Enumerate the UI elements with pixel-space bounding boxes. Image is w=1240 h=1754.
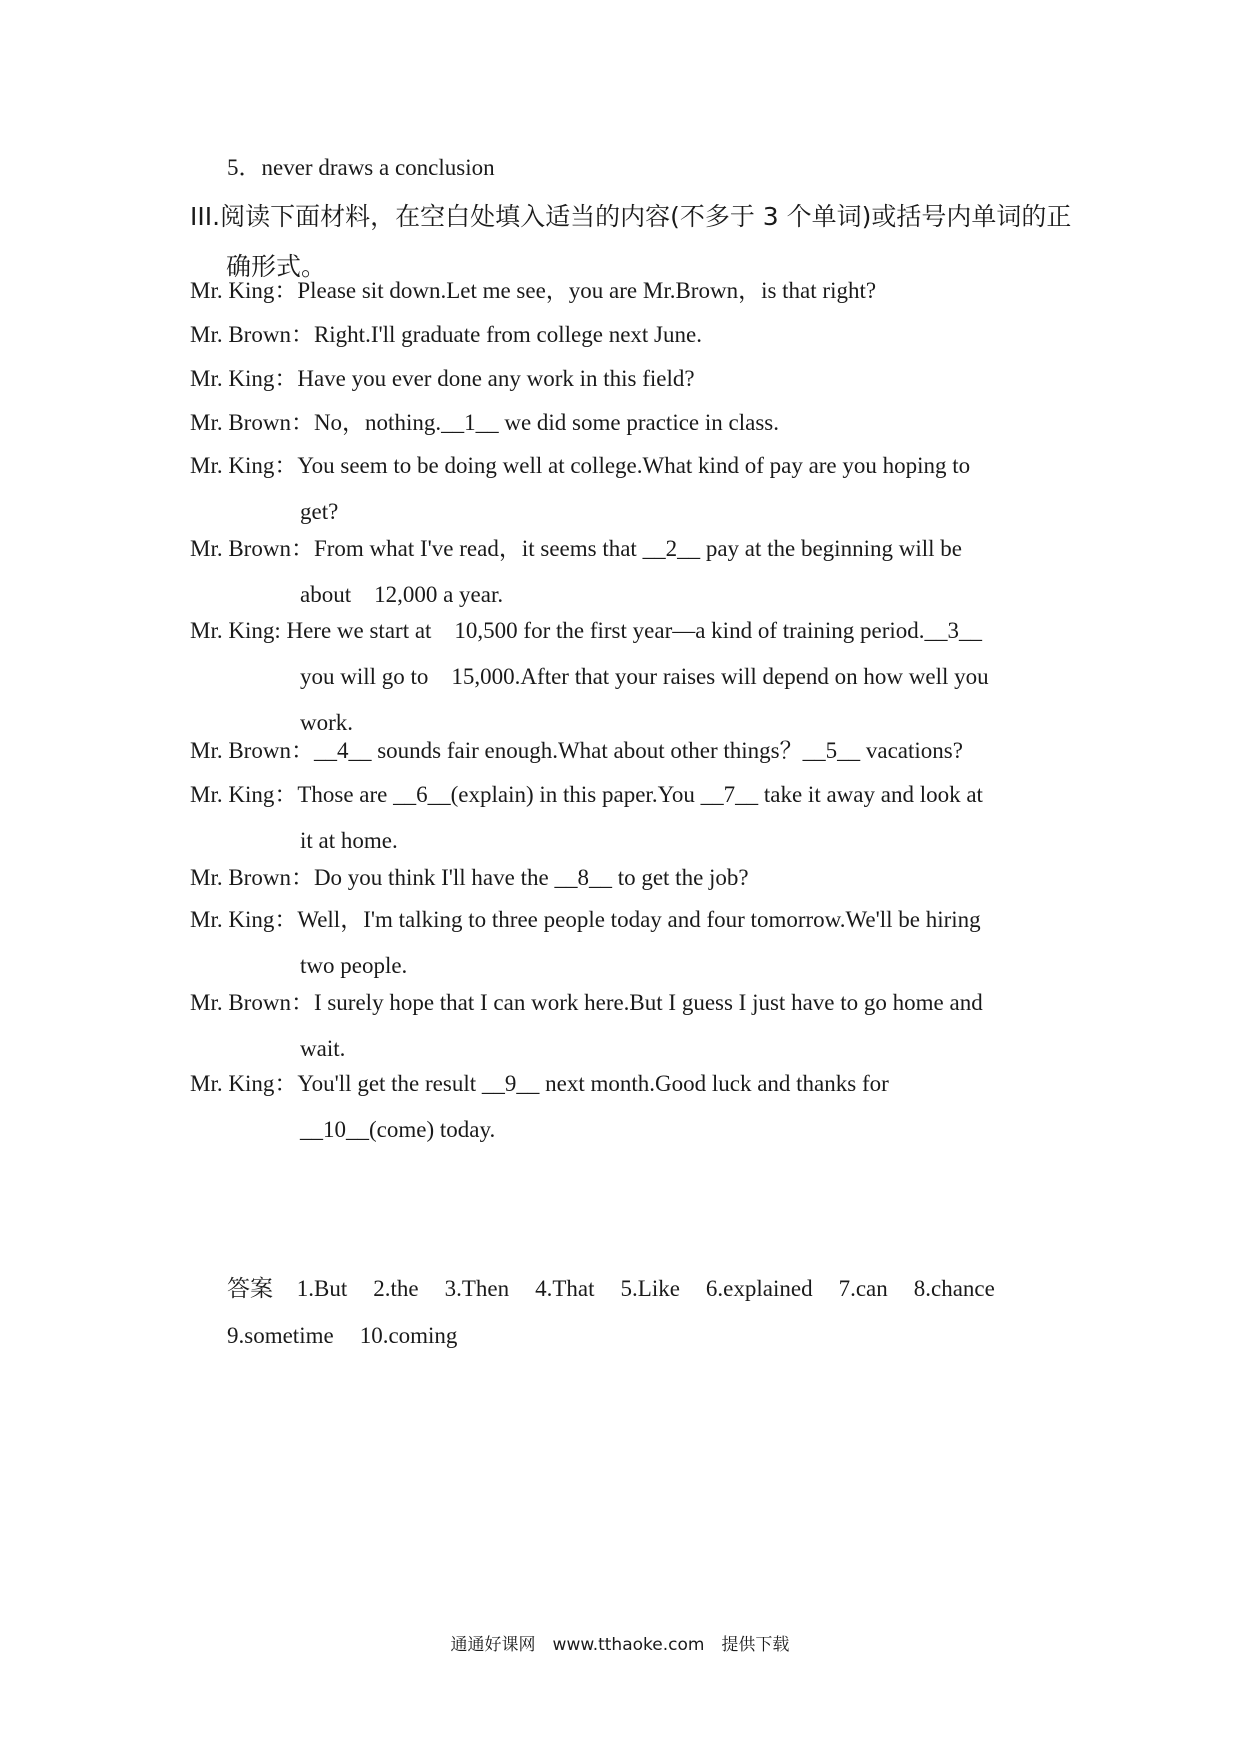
dialogue-line: Mr. Brown：Right.I'll graduate from college next June.: [190, 322, 702, 347]
answer-item: 6.explained: [705, 1276, 813, 1301]
dialogue-turn: [190, 268, 1061, 314]
footer-text: 通通好课网 www.tthaoke.com 提供下载: [450, 1635, 790, 1655]
dialogue-line: __10__(come) today.: [300, 1117, 496, 1142]
dialogue-line: it at home.: [300, 828, 398, 853]
dialogue-line: Mr. King：You'll get the result __9__ next month.Good luck and thanks for: [190, 1071, 889, 1096]
answer-item: 10.coming: [359, 1323, 458, 1348]
answer-item: 3.Then: [444, 1276, 510, 1301]
dialogue-turn: [190, 728, 1061, 774]
answer-item: 7.can: [838, 1276, 888, 1301]
answer-line-2: [227, 1321, 483, 1351]
dialogue-line: Mr. Brown：From what I've read，it seems that __2__ pay at the beginning will be: [190, 536, 962, 561]
dialogue-turn: [190, 356, 1061, 402]
answer-item: 2.the: [373, 1276, 419, 1301]
dialogue-turn: [190, 897, 1061, 989]
dialogue-line: Mr. King：You seem to be doing well at college.What kind of pay are you hoping to: [190, 453, 971, 478]
section-instruction: III.阅读下面材料，在空白处填入适当的内容(不多于 3 个单词)或括号内单词的正: [190, 202, 1072, 231]
dialogue-turn: [190, 855, 1061, 901]
dialogue-line: wait.: [300, 1036, 346, 1061]
dialogue-line: get?: [300, 499, 339, 524]
answer-item: 4.That: [535, 1276, 595, 1301]
dialogue-turn: [190, 1061, 1061, 1153]
dialogue-line: Mr. Brown：I surely hope that I can work here.But I guess I just have to go home and: [190, 990, 983, 1015]
dialogue-line: about 12,000 a year.: [300, 582, 504, 607]
answer-item: 1.But: [296, 1276, 348, 1301]
answer-item: 8.chance: [913, 1276, 995, 1301]
dialogue-line: Mr. Brown：No，nothing.__1__ we did some practice in class.: [190, 410, 779, 435]
dialogue-turn: [190, 443, 1061, 535]
dialogue-line: Mr. King：Have you ever done any work in this field?: [190, 366, 695, 391]
dialogue-turn: [190, 400, 1061, 446]
answer-label: 答案: [227, 1276, 273, 1302]
dialogue-turn: [190, 526, 1061, 618]
dialogue-turn: [190, 312, 1061, 358]
dialogue-line: Mr. King：Well，I'm talking to three people today and four tomorrow.We'll be hiring: [190, 907, 981, 932]
dialogue-line: Mr. King: Here we start at 10,500 for the first year—a kind of training period.__3__: [190, 618, 983, 643]
dialogue-turn: [190, 980, 1061, 1072]
answer-item: 5.Like: [620, 1276, 680, 1301]
item-5-text: 5．never draws a conclusion: [227, 155, 495, 180]
dialogue-line: two people.: [300, 953, 408, 978]
dialogue-turn: [190, 608, 1061, 746]
section-instruction-cont: 确形式。: [226, 252, 327, 281]
answer-line-1: [227, 1274, 1021, 1304]
answer-item: 9.sometime: [227, 1323, 334, 1348]
dialogue-line: Mr. Brown：Do you think I'll have the __8__ to get the job?: [190, 865, 749, 890]
dialogue-line: work.: [300, 710, 354, 735]
dialogue-line: you will go to 15,000.After that your raises will depend on how well you: [300, 664, 989, 689]
dialogue-line: Mr. King：Please sit down.Let me see，you are Mr.Brown，is that right?: [190, 278, 877, 303]
dialogue-line: Mr. King：Those are __6__(explain) in this paper.You __7__ take it away and look at: [190, 782, 983, 807]
dialogue-line: Mr. Brown：__4__ sounds fair enough.What about other things？__5__ vacations?: [190, 738, 963, 763]
dialogue-turn: [190, 772, 1061, 864]
